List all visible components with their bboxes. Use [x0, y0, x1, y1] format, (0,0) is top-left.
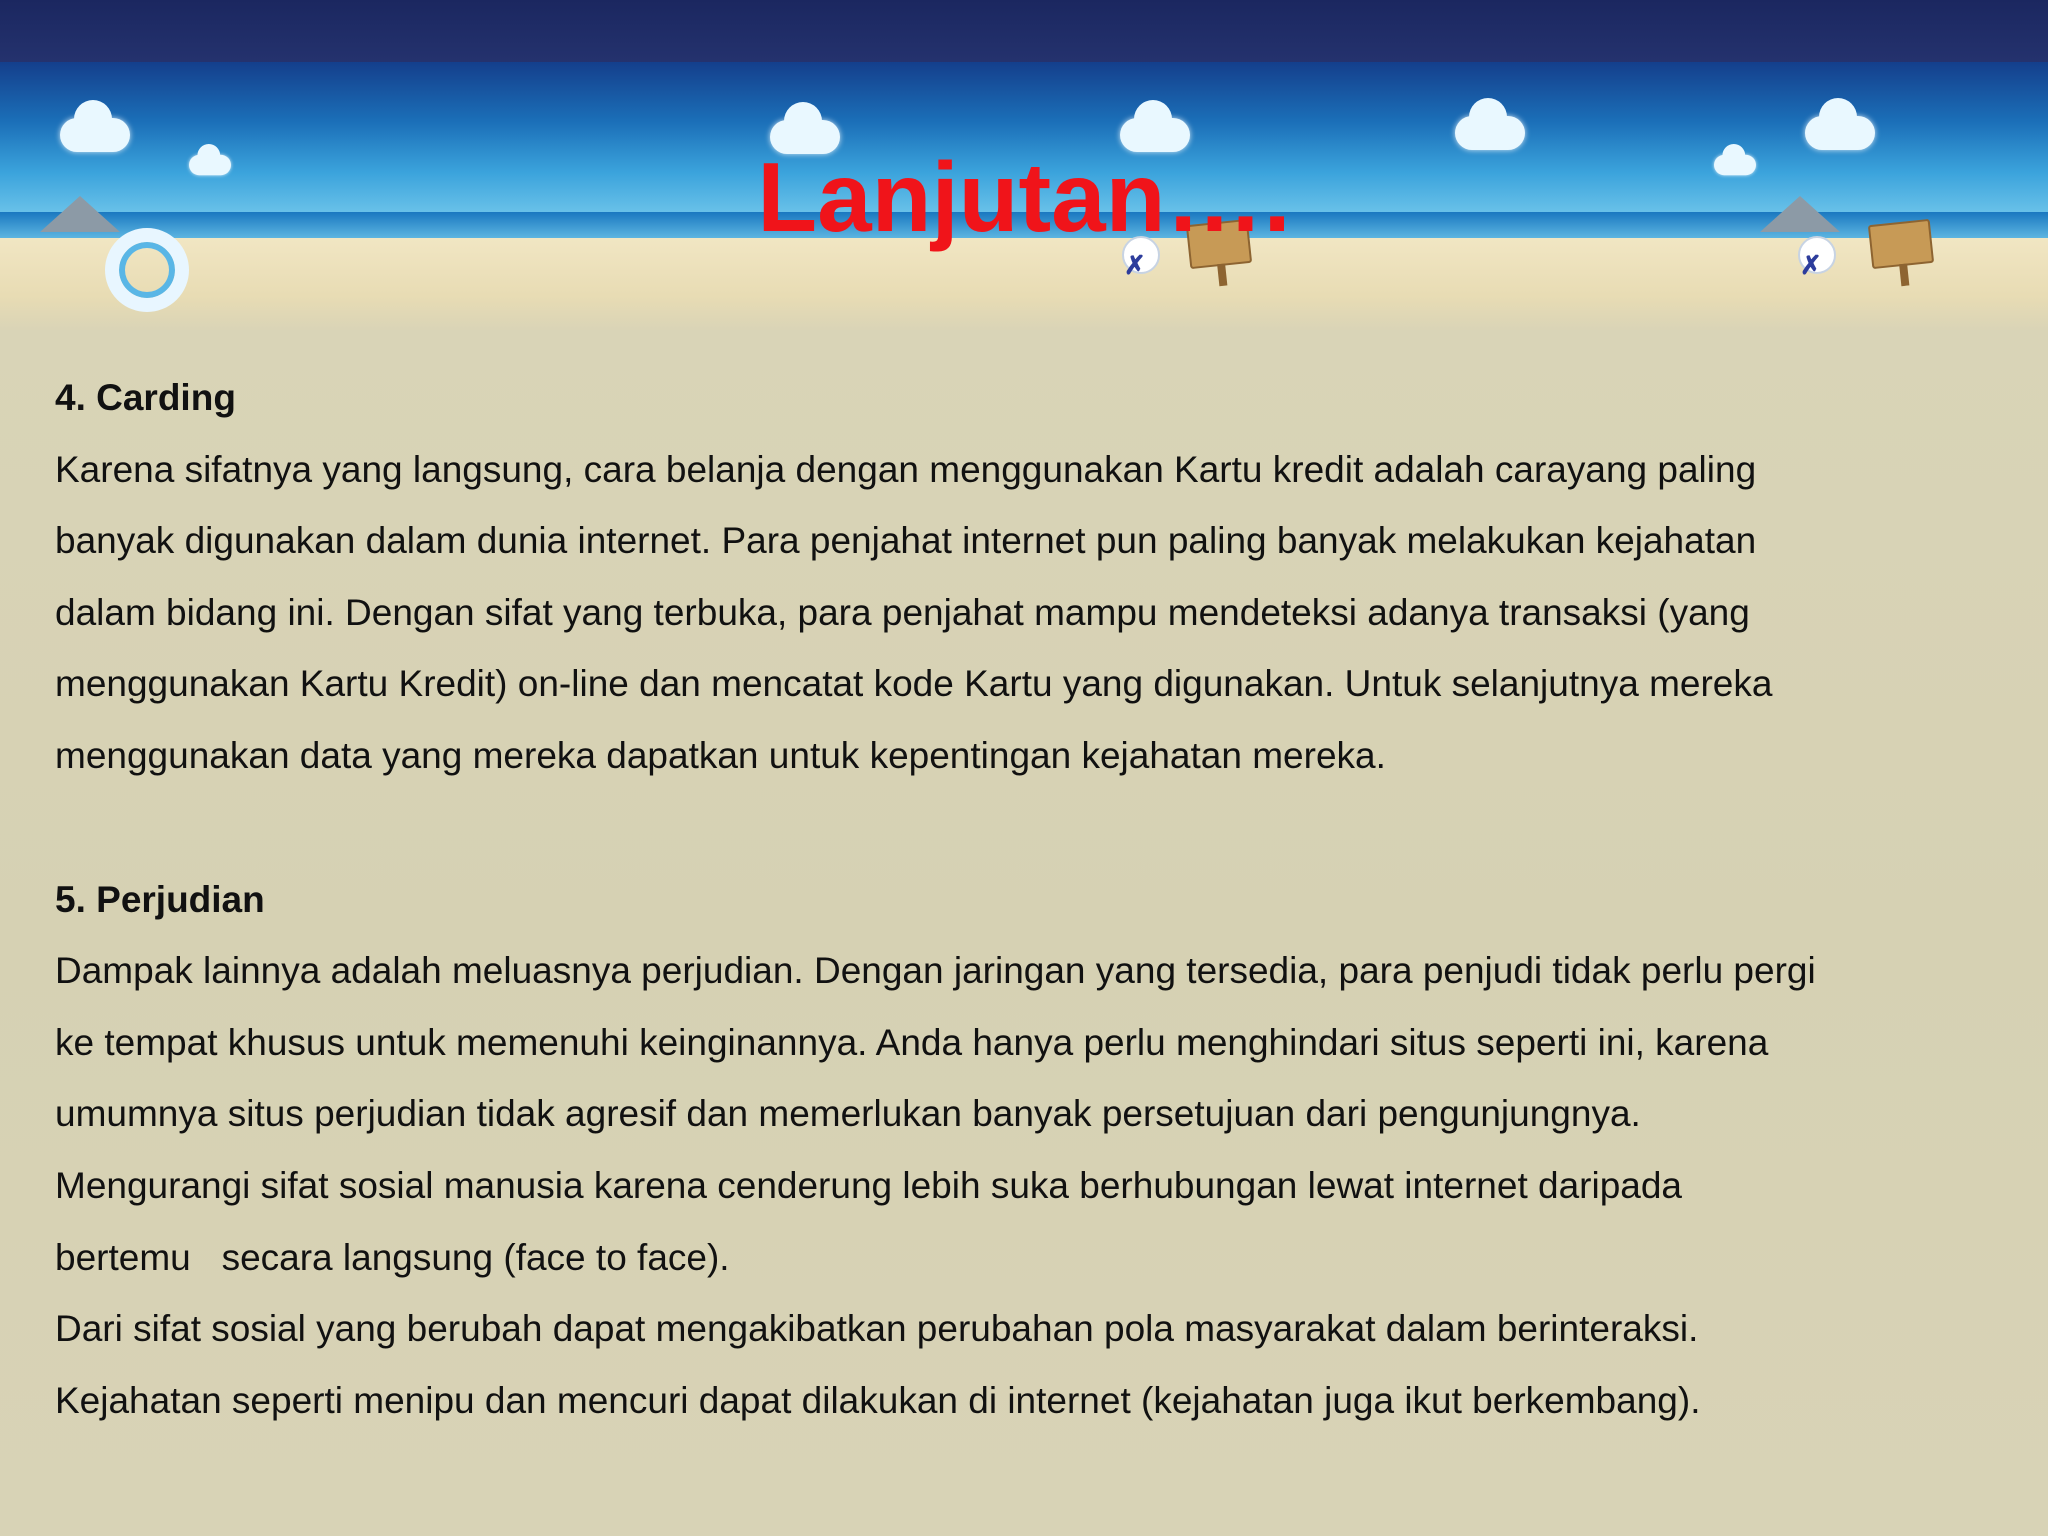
paragraph-line: Karena sifatnya yang langsung, cara belanja dengan menggunakan Kartu kredit adalah carayang paling	[55, 448, 1757, 490]
paragraph-line: umumnya situs perjudian tidak agresif dan memerlukan banyak persetujuan dari pengunjungnya.	[55, 1093, 1641, 1135]
paragraph-line: Mengurangi sifat sosial manusia karena cenderung lebih suka berhubungan lewat internet daripada	[55, 1164, 1683, 1206]
section-spacer	[55, 792, 2015, 864]
bow-icon: ✗	[1800, 250, 1822, 280]
section-heading-perjudian: 5. Perjudian	[55, 878, 265, 920]
slide-content	[55, 362, 2015, 1436]
paragraph-line: Dari sifat sosial yang berubah dapat mengakibatkan perubahan pola masyarakat dalam berinteraksi.	[55, 1308, 1699, 1350]
paragraph-line: menggunakan data yang mereka dapatkan untuk kepentingan kejahatan mereka.	[55, 734, 1386, 776]
paragraph-line: Kejahatan seperti menipu dan mencuri dapat dilakukan di internet (kejahatan juga ikut berkembang).	[55, 1379, 1701, 1421]
paragraph-line: menggunakan Kartu Kredit) on-line dan mencatat kode Kartu yang digunakan. Untuk selanjutnya mereka	[55, 663, 1773, 705]
paragraph-line: Dampak lainnya adalah meluasnya perjudian. Dengan jaringan yang tersedia, para penjudi tidak perlu pergi	[55, 950, 1816, 992]
beach-banner-sand	[0, 238, 2048, 334]
slide-title: Lanjutan….	[757, 142, 1291, 252]
header-band	[0, 0, 2048, 68]
paragraph-line: bertemu secara langsung (face to face).	[55, 1236, 730, 1278]
bow-icon: ✗	[1124, 250, 1146, 280]
paragraph-line: dalam bidang ini. Dengan sifat yang terbuka, para penjahat mampu mendeteksi adanya transaksi (yang	[55, 591, 1750, 633]
paragraph-line: banyak digunakan dalam dunia internet. Para penjahat internet pun paling banyak melakukan kejahatan	[55, 520, 1757, 562]
section-heading-carding: 4. Carding	[55, 377, 236, 418]
paragraph-line: ke tempat khusus untuk memenuhi keinginannya. Anda hanya perlu menghindari situs seperti ini, karena	[55, 1021, 1769, 1063]
